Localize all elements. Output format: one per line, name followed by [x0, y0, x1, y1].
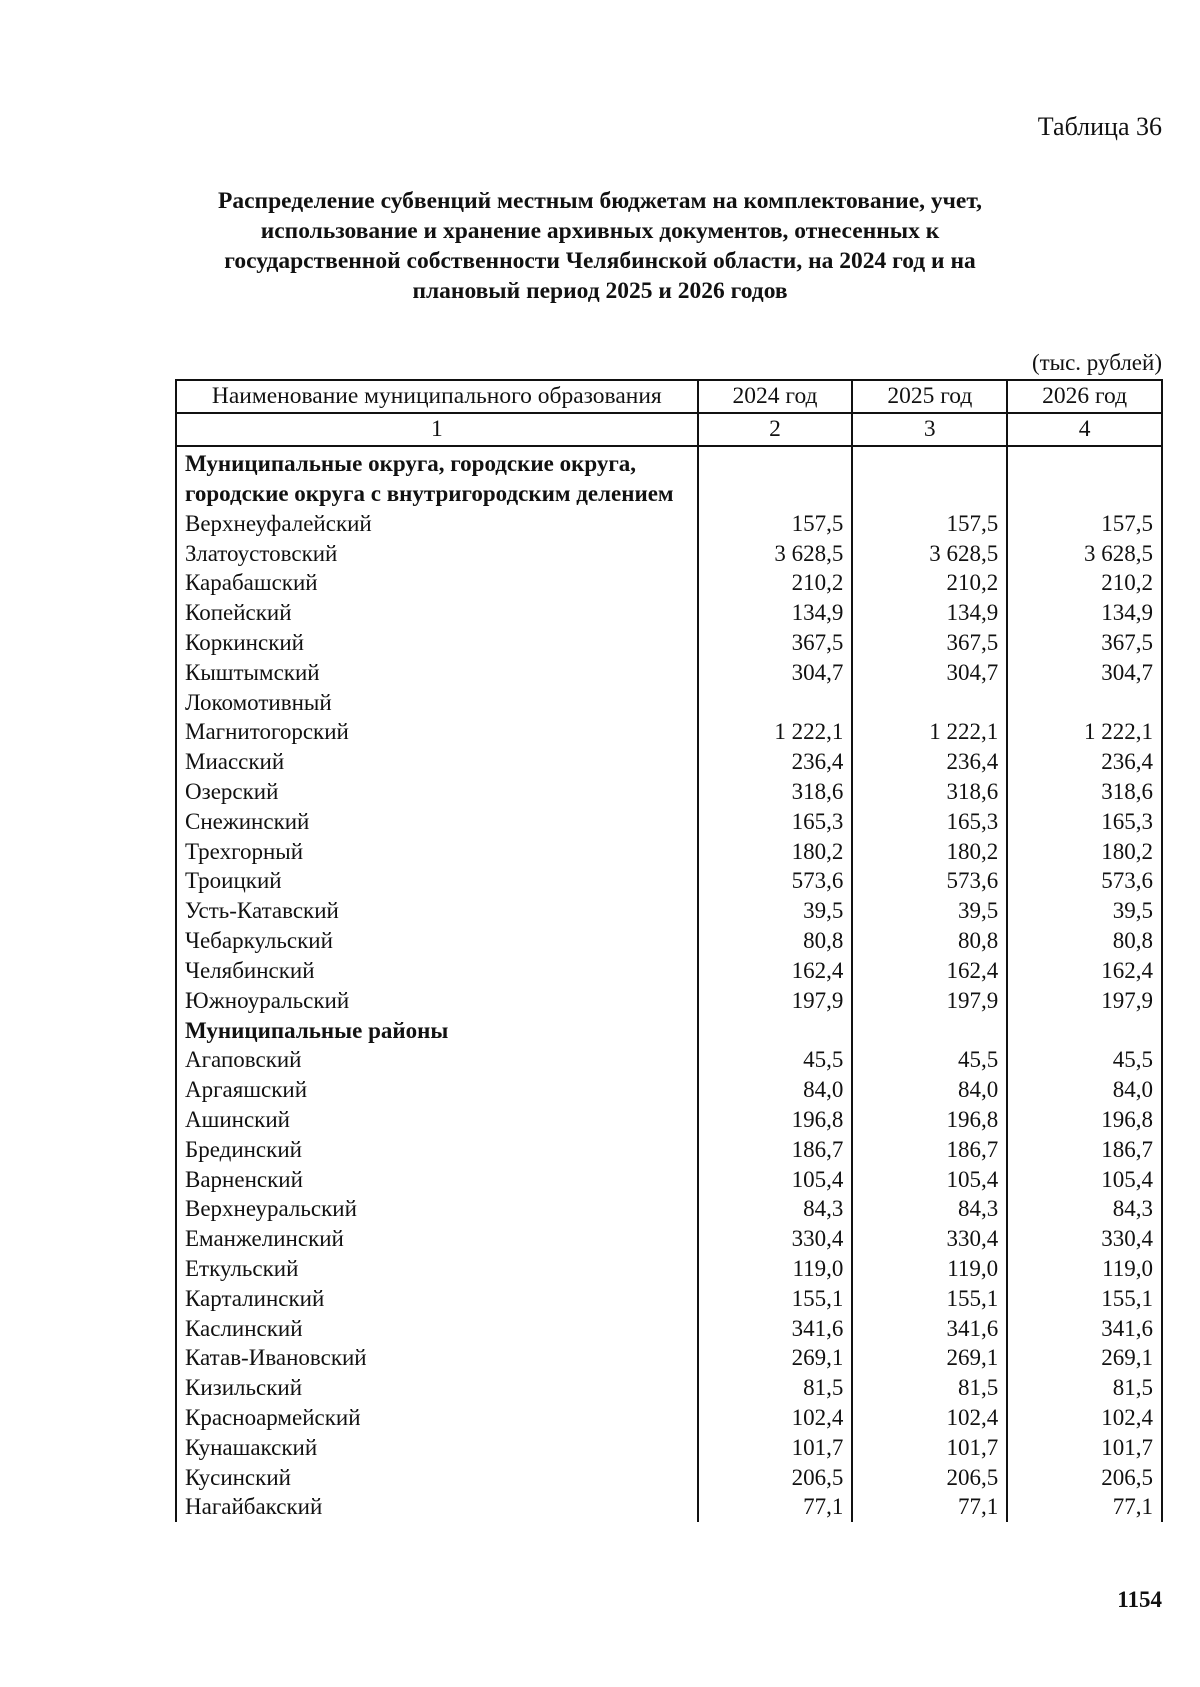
value-2025: 165,3: [852, 807, 1007, 837]
value-2026: 162,4: [1007, 956, 1162, 986]
table-row: [176, 658, 1162, 688]
col-number-1: 1: [176, 413, 698, 446]
table-row: [176, 1195, 1162, 1225]
value-2026: 45,5: [1007, 1046, 1162, 1076]
value-2024: 105,4: [698, 1165, 853, 1195]
municipality-name: Локомотивный: [176, 688, 698, 718]
table-row: [176, 1373, 1162, 1403]
table-row: [176, 718, 1162, 748]
value-2025: [852, 688, 1007, 718]
header-name: Наименование муниципального образования: [176, 380, 698, 413]
value-2024: 180,2: [698, 837, 853, 867]
table-row: [176, 807, 1162, 837]
table-row: [176, 1493, 1162, 1523]
table-row: [176, 1224, 1162, 1254]
value-2024: 197,9: [698, 986, 853, 1016]
municipality-name: Озерский: [176, 777, 698, 807]
municipality-name: Магнитогорский: [176, 718, 698, 748]
table-row: [176, 569, 1162, 599]
value-2026: 155,1: [1007, 1284, 1162, 1314]
value-2026: 101,7: [1007, 1433, 1162, 1463]
municipality-name: Миасский: [176, 747, 698, 777]
value-2026: 186,7: [1007, 1135, 1162, 1165]
municipality-name: Брединский: [176, 1135, 698, 1165]
value-2025: 102,4: [852, 1403, 1007, 1433]
col-number-3: 3: [852, 413, 1007, 446]
value-2026: 3 628,5: [1007, 539, 1162, 569]
value-2025: 105,4: [852, 1165, 1007, 1195]
table-row: [176, 1284, 1162, 1314]
value-2026: 197,9: [1007, 986, 1162, 1016]
value-2026: 84,3: [1007, 1195, 1162, 1225]
value-2026: 210,2: [1007, 569, 1162, 599]
value-2026: 81,5: [1007, 1373, 1162, 1403]
value-2024: 304,7: [698, 658, 853, 688]
value-2024: 102,4: [698, 1403, 853, 1433]
value-2024: 39,5: [698, 896, 853, 926]
header-2026: 2026 год: [1007, 380, 1162, 413]
value-2024: 1 222,1: [698, 718, 853, 748]
table-row: [176, 1046, 1162, 1076]
table-row: [176, 837, 1162, 867]
municipality-name: Аргаяшский: [176, 1075, 698, 1105]
value-2024: 330,4: [698, 1224, 853, 1254]
value-2024: 119,0: [698, 1254, 853, 1284]
value-2025: 573,6: [852, 867, 1007, 897]
municipality-name: Катав-Ивановский: [176, 1344, 698, 1374]
value-2025: 77,1: [852, 1493, 1007, 1523]
value-2025: 45,5: [852, 1046, 1007, 1076]
value-2025: 186,7: [852, 1135, 1007, 1165]
value-2024: [698, 688, 853, 718]
table-row: [176, 1314, 1162, 1344]
value-2025: 84,0: [852, 1075, 1007, 1105]
table-row: [176, 986, 1162, 1016]
municipality-name: Агаповский: [176, 1046, 698, 1076]
value-2024: 155,1: [698, 1284, 853, 1314]
value-2024: 45,5: [698, 1046, 853, 1076]
value-2024: 236,4: [698, 747, 853, 777]
value-2025: 304,7: [852, 658, 1007, 688]
municipality-name: Челябинский: [176, 956, 698, 986]
municipality-name: Верхнеуральский: [176, 1195, 698, 1225]
value-2024: 196,8: [698, 1105, 853, 1135]
group-row: [176, 446, 1162, 509]
value-2026: 236,4: [1007, 747, 1162, 777]
table-body: [176, 446, 1162, 1522]
value-2026: 573,6: [1007, 867, 1162, 897]
value-2024: 101,7: [698, 1433, 853, 1463]
value-2025: 84,3: [852, 1195, 1007, 1225]
value-2026: 84,0: [1007, 1075, 1162, 1105]
table-row: [176, 956, 1162, 986]
value-2024: 573,6: [698, 867, 853, 897]
table-row: [176, 1433, 1162, 1463]
units-note: (тыс. рублей): [1031, 350, 1162, 375]
value-2025: 236,4: [852, 747, 1007, 777]
municipality-name: Карталинский: [176, 1284, 698, 1314]
table-row: [176, 1403, 1162, 1433]
municipality-name: Чебаркульский: [176, 926, 698, 956]
municipality-name: Копейский: [176, 598, 698, 628]
value-2026: 105,4: [1007, 1165, 1162, 1195]
table-row: [176, 896, 1162, 926]
value-2025: 367,5: [852, 628, 1007, 658]
value-2025: 157,5: [852, 509, 1007, 539]
municipality-name: Красноармейский: [176, 1403, 698, 1433]
value-2024: 157,5: [698, 509, 853, 539]
value-2026: 102,4: [1007, 1403, 1162, 1433]
value-2025: 180,2: [852, 837, 1007, 867]
table-row: [176, 1463, 1162, 1493]
value-2026: 157,5: [1007, 509, 1162, 539]
value-2024: 367,5: [698, 628, 853, 658]
value-2025: 162,4: [852, 956, 1007, 986]
municipality-name: Нагайбакский: [176, 1493, 698, 1523]
value-2025: 81,5: [852, 1373, 1007, 1403]
table-row: [176, 509, 1162, 539]
municipality-name: Еманжелинский: [176, 1224, 698, 1254]
value-2026: 165,3: [1007, 807, 1162, 837]
value-2026: 80,8: [1007, 926, 1162, 956]
value-2025: 1 222,1: [852, 718, 1007, 748]
value-2024: 269,1: [698, 1344, 853, 1374]
group-heading: Муниципальные районы: [176, 1016, 698, 1046]
table-row: [176, 1135, 1162, 1165]
value-2024: 162,4: [698, 956, 853, 986]
municipality-name: Усть-Катавский: [176, 896, 698, 926]
col-number-4: 4: [1007, 413, 1162, 446]
subsidy-table: [175, 379, 1163, 1522]
value-2024: 81,5: [698, 1373, 853, 1403]
value-2026: 196,8: [1007, 1105, 1162, 1135]
value-2026: 330,4: [1007, 1224, 1162, 1254]
municipality-name: Еткульский: [176, 1254, 698, 1284]
value-2026: 39,5: [1007, 896, 1162, 926]
table-row: [176, 688, 1162, 718]
municipality-name: Варненский: [176, 1165, 698, 1195]
table-label: Таблица 36: [1037, 112, 1162, 141]
value-2025: 3 628,5: [852, 539, 1007, 569]
value-2024: 134,9: [698, 598, 853, 628]
value-2024: 80,8: [698, 926, 853, 956]
value-2026: [1007, 688, 1162, 718]
header-2024: 2024 год: [698, 380, 853, 413]
table-row: [176, 926, 1162, 956]
value-2024: 77,1: [698, 1493, 853, 1523]
value-2026: 180,2: [1007, 837, 1162, 867]
value-2024: 341,6: [698, 1314, 853, 1344]
value-2025: 269,1: [852, 1344, 1007, 1374]
table-row: [176, 1254, 1162, 1284]
value-2026: 318,6: [1007, 777, 1162, 807]
value-2024: 210,2: [698, 569, 853, 599]
municipality-name: Трехгорный: [176, 837, 698, 867]
table-row: [176, 1165, 1162, 1195]
value-2025: 39,5: [852, 896, 1007, 926]
municipality-name: Каслинский: [176, 1314, 698, 1344]
table-row: [176, 539, 1162, 569]
value-2024: 206,5: [698, 1463, 853, 1493]
col-number-2: 2: [698, 413, 853, 446]
value-2024: 3 628,5: [698, 539, 853, 569]
table-row: [176, 1075, 1162, 1105]
value-2024: 318,6: [698, 777, 853, 807]
column-number-row: [176, 413, 1162, 446]
group-heading: Муниципальные округа, городские округа, городские округа с внутригородским делением: [176, 446, 698, 509]
value-2024: 84,0: [698, 1075, 853, 1105]
municipality-name: Снежинский: [176, 807, 698, 837]
value-2026: 269,1: [1007, 1344, 1162, 1374]
table-row: [176, 598, 1162, 628]
municipality-name: Кунашакский: [176, 1433, 698, 1463]
municipality-name: Златоустовский: [176, 539, 698, 569]
municipality-name: Южноуральский: [176, 986, 698, 1016]
table-row: [176, 1105, 1162, 1135]
table-row: [176, 1344, 1162, 1374]
table-row: [176, 777, 1162, 807]
value-2024: 84,3: [698, 1195, 853, 1225]
value-2026: 77,1: [1007, 1493, 1162, 1523]
municipality-name: Кусинский: [176, 1463, 698, 1493]
value-2026: 341,6: [1007, 1314, 1162, 1344]
value-2025: 80,8: [852, 926, 1007, 956]
municipality-name: Карабашский: [176, 569, 698, 599]
value-2024: 186,7: [698, 1135, 853, 1165]
table-row: [176, 747, 1162, 777]
value-2026: 304,7: [1007, 658, 1162, 688]
municipality-name: Кизильский: [176, 1373, 698, 1403]
header-2025: 2025 год: [852, 380, 1007, 413]
municipality-name: Коркинский: [176, 628, 698, 658]
value-2025: 101,7: [852, 1433, 1007, 1463]
group-row: [176, 1016, 1162, 1046]
value-2025: 318,6: [852, 777, 1007, 807]
municipality-name: Троицкий: [176, 867, 698, 897]
table-row: [176, 867, 1162, 897]
document-title: Распределение субвенций местным бюджетам на комплектование, учет, использование и хранение архивных документов, отнесенных к государственной собственности Челябинской области, на 2024 год и на плановый период 2025 и 2026 годов: [218, 188, 982, 304]
value-2025: 134,9: [852, 598, 1007, 628]
value-2024: 165,3: [698, 807, 853, 837]
value-2025: 330,4: [852, 1224, 1007, 1254]
value-2026: 367,5: [1007, 628, 1162, 658]
page-number: 1154: [1117, 1587, 1162, 1612]
value-2025: 196,8: [852, 1105, 1007, 1135]
municipality-name: Кыштымский: [176, 658, 698, 688]
value-2026: 206,5: [1007, 1463, 1162, 1493]
value-2025: 206,5: [852, 1463, 1007, 1493]
value-2025: 341,6: [852, 1314, 1007, 1344]
municipality-name: Верхнеуфалейский: [176, 509, 698, 539]
value-2026: 119,0: [1007, 1254, 1162, 1284]
value-2025: 119,0: [852, 1254, 1007, 1284]
municipality-name: Ашинский: [176, 1105, 698, 1135]
value-2025: 155,1: [852, 1284, 1007, 1314]
header-row: [176, 380, 1162, 413]
value-2026: 134,9: [1007, 598, 1162, 628]
table-row: [176, 628, 1162, 658]
value-2025: 210,2: [852, 569, 1007, 599]
value-2026: 1 222,1: [1007, 718, 1162, 748]
value-2025: 197,9: [852, 986, 1007, 1016]
